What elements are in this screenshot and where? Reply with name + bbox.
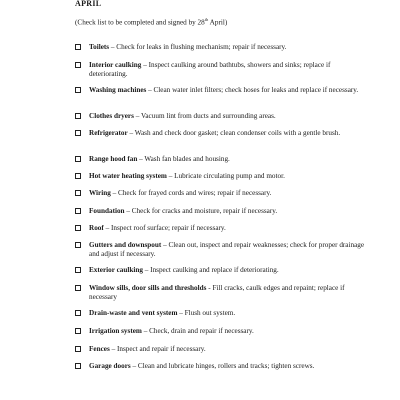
- checkbox[interactable]: [75, 310, 81, 316]
- item-name: Washing machines: [89, 86, 147, 94]
- item-name: Garage doors: [89, 362, 131, 370]
- item-name: Drain-waste and vent system: [89, 309, 178, 317]
- checkbox[interactable]: [75, 87, 81, 93]
- subtitle-superscript: th: [204, 17, 209, 22]
- page-title: APRIL: [75, 0, 102, 8]
- item-name: Toilets: [89, 43, 110, 51]
- checkbox[interactable]: [75, 130, 81, 136]
- item-text: [89, 43, 369, 52]
- item-description: – Inspect roof surface; repair if necessary.: [103, 224, 226, 232]
- item-name: Gutters and downspout: [89, 241, 162, 249]
- item-description: – Vacuum lint from ducts and surrounding areas.: [133, 112, 276, 120]
- item-text: [89, 345, 369, 354]
- checkbox[interactable]: [75, 156, 81, 162]
- item-description: – Clean out, inspect and repair weaknesses; check for proper drainage and adjust if necessary.: [89, 241, 365, 258]
- item-name: Irrigation system: [89, 327, 142, 335]
- item-description: – Check for frayed cords and wires; repair if necessary.: [110, 189, 272, 197]
- item-name: Range hood fan: [89, 155, 138, 163]
- subtitle-text: (Check list to be completed and signed by 28: [75, 18, 205, 27]
- checkbox[interactable]: [75, 267, 81, 273]
- checkbox[interactable]: [75, 208, 81, 214]
- item-name: Exterior caulking: [89, 266, 143, 274]
- item-description: – Inspect caulking and replace if deteriorating.: [142, 266, 279, 274]
- item-name: Window sills, door sills and thresholds: [89, 284, 207, 292]
- checkbox[interactable]: [75, 173, 81, 179]
- item-description: - Fill cracks, caulk edges and repaint; replace if necessary: [89, 284, 345, 301]
- item-name: Hot water heating system: [89, 172, 167, 180]
- checkbox[interactable]: [75, 242, 81, 248]
- item-description: – Wash and check door gasket; clean condenser coils with a gentle brush.: [127, 129, 341, 137]
- item-description: – Check for leaks in flushing mechanism; repair if necessary.: [109, 43, 287, 51]
- item-description: – Clean and lubricate hinges, rollers and tracks; tighten screws.: [130, 362, 315, 370]
- checkbox[interactable]: [75, 190, 81, 196]
- item-text: [89, 224, 369, 233]
- item-text: [89, 172, 369, 181]
- item-name: Roof: [89, 224, 104, 232]
- item-name: Foundation: [89, 207, 125, 215]
- item-name: Refrigerator: [89, 129, 128, 137]
- item-description: – Check, drain and repair if necessary.: [141, 327, 254, 335]
- item-text: [89, 86, 369, 95]
- item-description: – Flush out system.: [177, 309, 236, 317]
- item-name: Fences: [89, 345, 110, 353]
- item-name: Interior caulking: [89, 61, 142, 69]
- item-description: – Check for cracks and moisture, repair if necessary.: [124, 207, 278, 215]
- item-text: [89, 241, 369, 258]
- item-text: [89, 266, 369, 275]
- item-text: [89, 309, 369, 318]
- item-description: – Wash fan blades and housing.: [137, 155, 230, 163]
- item-text: [89, 155, 369, 164]
- item-description: – Lubricate circulating pump and motor.: [166, 172, 285, 180]
- item-text: [89, 189, 369, 198]
- item-description: – Inspect caulking around bathtubs, showers and sinks; replace if deteriorating.: [89, 61, 331, 78]
- checkbox[interactable]: [75, 346, 81, 352]
- item-text: [89, 362, 369, 371]
- item-text: [89, 207, 369, 216]
- item-name: Clothes dryers: [89, 112, 134, 120]
- subtitle-text-end: April): [208, 18, 228, 27]
- checkbox[interactable]: [75, 62, 81, 68]
- checkbox[interactable]: [75, 44, 81, 50]
- checkbox[interactable]: [75, 328, 81, 334]
- checkbox[interactable]: [75, 285, 81, 291]
- checkbox[interactable]: [75, 113, 81, 119]
- item-description: – Clean water inlet filters; check hoses for leaks and replace if necessary.: [146, 86, 359, 94]
- item-text: [89, 327, 369, 336]
- item-text: [89, 61, 369, 78]
- item-text: [89, 129, 369, 138]
- item-name: Wiring: [89, 189, 111, 197]
- checkbox[interactable]: [75, 363, 81, 369]
- checkbox[interactable]: [75, 225, 81, 231]
- item-text: [89, 284, 369, 301]
- item-description: – Inspect and repair if necessary.: [109, 345, 206, 353]
- item-text: [89, 112, 369, 121]
- page-subtitle: [75, 16, 227, 27]
